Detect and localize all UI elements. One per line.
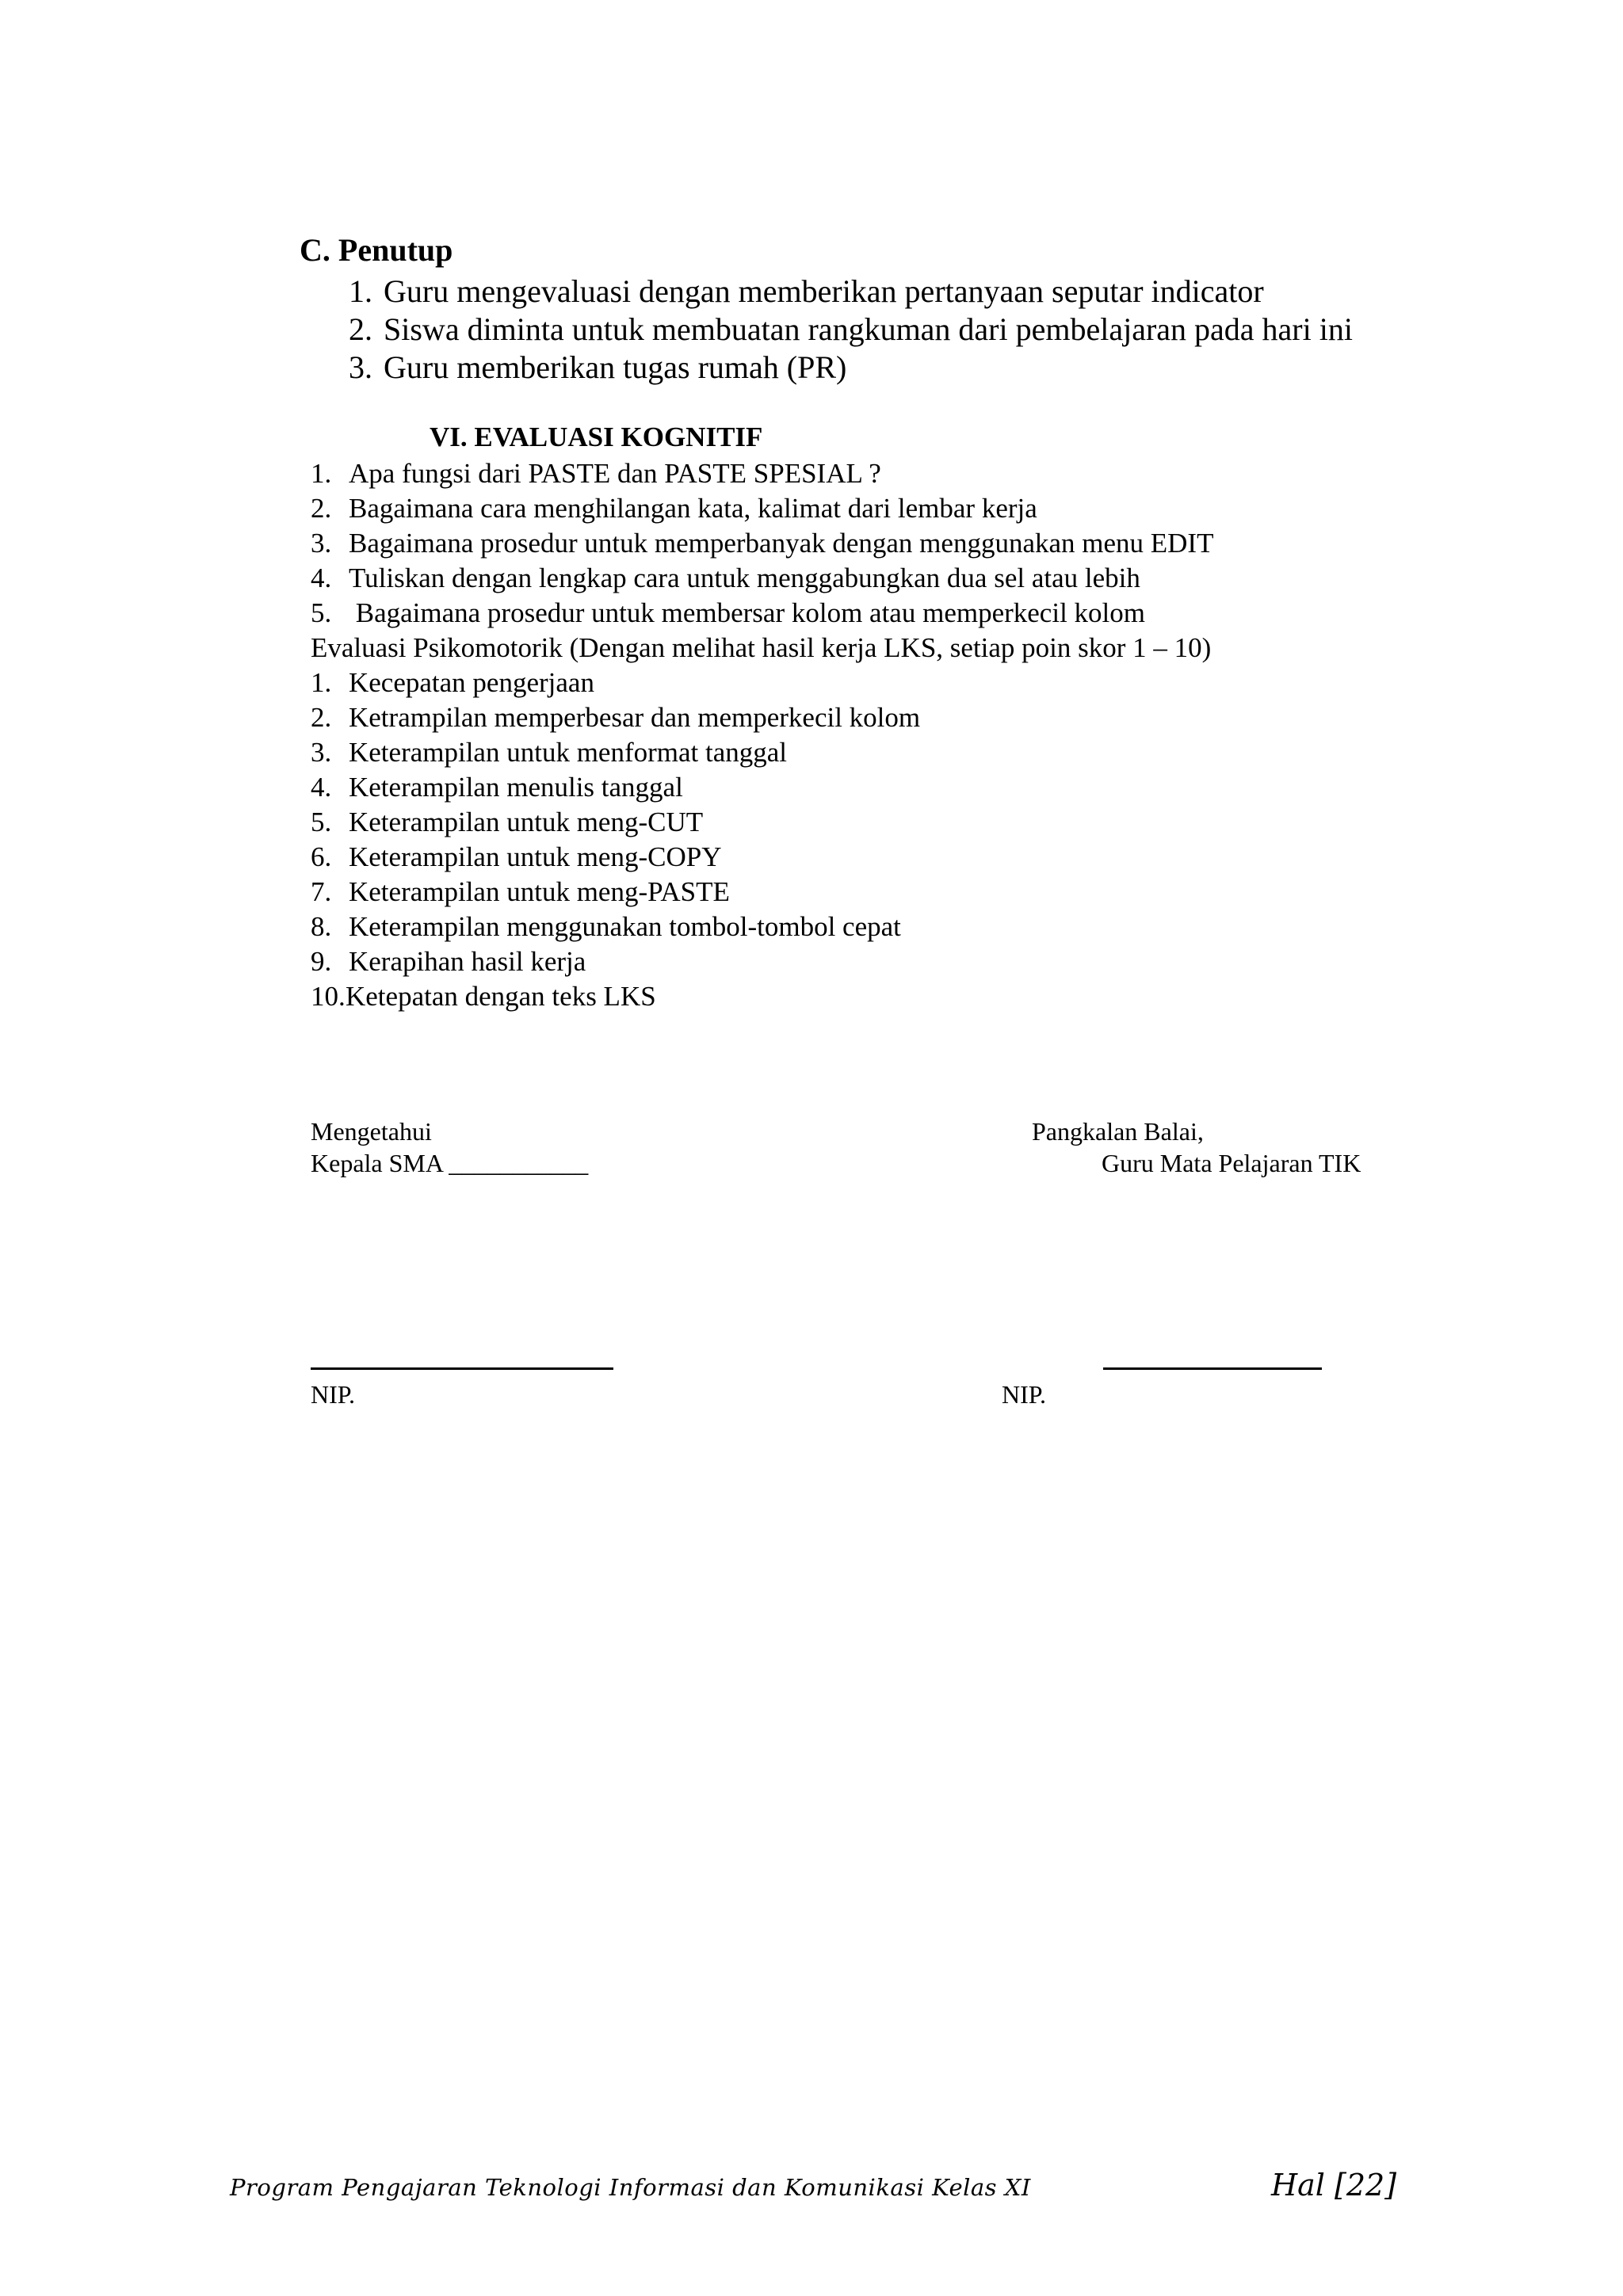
list-text: Apa fungsi dari PASTE dan PASTE SPESIAL ? [349,458,881,489]
list-number: 3. [349,349,372,385]
list-text: Kerapihan hasil kerja [349,946,586,977]
psikomotorik-intro: Evaluasi Psikomotorik (Dengan melihat hasil kerja LKS, setiap poin skor 1 – 10) [311,632,1212,663]
sig-right-nip: NIP. [1002,1380,1047,1409]
list-number: 7. [311,876,332,907]
list-text: Tuliskan dengan lengkap cara untuk menggabungkan dua sel atau lebih [349,563,1140,593]
list-text: Keterampilan untuk menformat tanggal [349,737,788,768]
penutup-heading: C. Penutup [300,232,453,268]
footer-page-number: Hal [22] [1271,2168,1397,2203]
list-text: Keterampilan untuk meng-COPY [349,841,722,872]
list-number: 6. [311,841,332,872]
list-number: 2. [349,311,372,347]
list-number: 1. [311,458,332,489]
list-text: Guru mengevaluasi dengan memberikan pertanyaan seputar indicator [384,273,1264,309]
list-number: 1. [311,667,332,698]
footer-program-title: Program Pengajaran Teknologi Informasi dan Komunikasi Kelas XI [230,2174,1031,2201]
list-text: Bagaimana prosedur untuk membersar kolom atau memperkecil kolom [349,597,1145,628]
list-number: 9. [311,946,332,977]
list-number: 10. [311,981,346,1012]
list-text: Siswa diminta untuk membuatan rangkuman dari pembelajaran pada hari ini [384,311,1353,347]
sig-left-line2: Kepala SMA ___________ [311,1149,589,1177]
list-number: 1. [349,273,372,309]
list-text: Bagaimana prosedur untuk memperbanyak dengan menggunakan menu EDIT [349,528,1214,559]
list-number: 4. [311,563,332,593]
signature-line-left [311,1367,613,1370]
list-text: Bagaimana cara menghilangan kata, kalimat dari lembar kerja [349,493,1037,524]
list-text: Ketrampilan memperbesar dan memperkecil kolom [349,702,921,733]
sig-right-line1: Pangkalan Balai, [1032,1117,1204,1146]
signature-line-right [1103,1367,1322,1370]
list-text: Keterampilan menggunakan tombol-tombol cepat [349,911,901,942]
list-number: 2. [311,493,332,524]
list-number: 5. [311,807,332,837]
list-text: Guru memberikan tugas rumah (PR) [384,349,847,385]
sig-left-line1: Mengetahui [311,1117,432,1146]
list-number: 5. [311,597,332,628]
list-text: Keterampilan menulis tanggal [349,772,683,803]
list-number: 8. [311,911,332,942]
list-text: Keterampilan untuk meng-CUT [349,807,704,837]
list-number: 3. [311,737,332,768]
evaluasi-heading: VI. EVALUASI KOGNITIF [430,421,763,452]
list-text: Ketepatan dengan teks LKS [346,981,656,1012]
list-text: Kecepatan pengerjaan [349,667,594,698]
sig-left-nip: NIP. [311,1380,356,1409]
list-number: 4. [311,772,332,803]
list-text: Keterampilan untuk meng-PASTE [349,876,730,907]
list-number: 3. [311,528,332,559]
list-number: 2. [311,702,332,733]
sig-right-line2: Guru Mata Pelajaran TIK [1102,1149,1361,1177]
